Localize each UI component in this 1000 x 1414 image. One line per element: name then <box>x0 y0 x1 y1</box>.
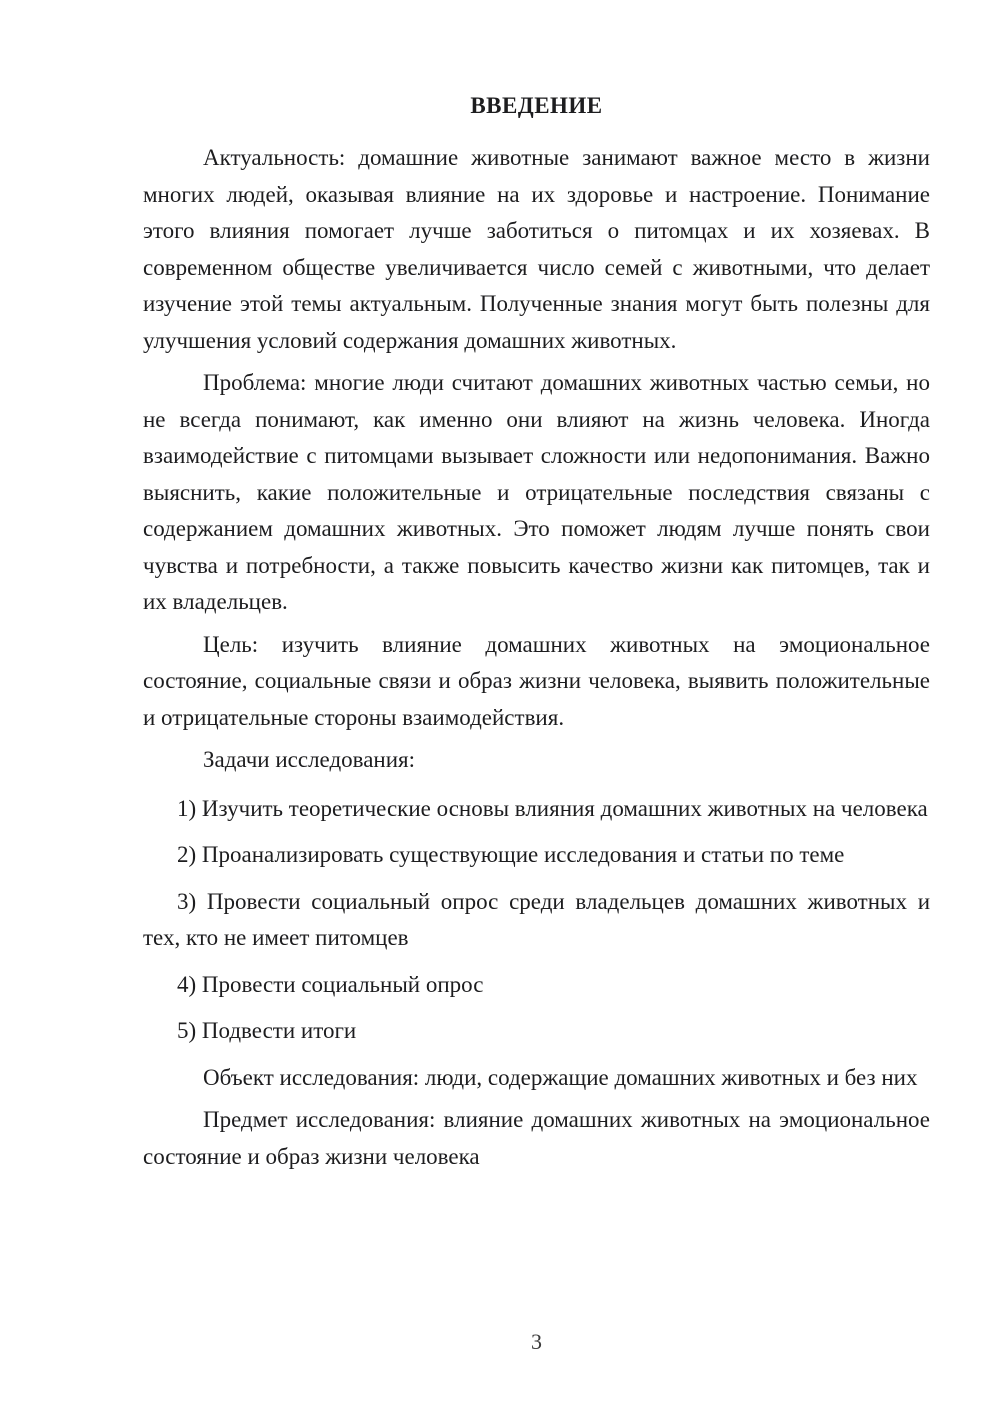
paragraph-research-subject: Предмет исследования: влияние домашних животных на эмоциональное состояние и образ жизни человека <box>143 1107 930 1169</box>
paragraph-goal: Цель: изучить влияние домашних животных на эмоциональное состояние, социальные связи и образ жизни человека, выявить положительные и отрицательные стороны взаимодействия. <box>143 631 930 730</box>
task-item-4: 4) Провести социальный опрос <box>177 971 484 997</box>
paragraph-research-object: Объект исследования: люди, содержащие домашних животных и без них <box>203 1064 918 1090</box>
task-item-5: 5) Подвести итоги <box>177 1018 357 1043</box>
task-item-3: 3) Провести социальный опрос среди владельцев домашних животных и тех, кто не имеет питомцев <box>143 888 930 950</box>
paragraph-relevance: Актуальность: домашние животные занимают важное место в жизни многих людей, оказывая влияние на их здоровье и настроение. Понимание этого влияния помогает лучше заботиться о питомцах и их хозяевах. В современном обществе увеличивается число семей с животными, что делает изучение этой темы актуальным. Полученные знания могут быть полезны для улучшения условий содержания домашних животных. <box>143 145 930 353</box>
tasks-heading: Задачи исследования: <box>203 747 416 772</box>
task-item-1: 1) Изучить теоретические основы влияния домашних животных на человека <box>177 795 928 821</box>
page-title: ВВЕДЕНИЕ <box>470 93 603 118</box>
paragraph-problem: Проблема: многие люди считают домашних животных частью семьи, но не всегда понимают, как именно они влияют на жизнь человека. Иногда взаимодействие с питомцами вызывает сложности или недопонимания. Важно выяснить, какие положительные и отрицательные последствия связаны с содержанием домашних животных. Это поможет людям лучше понять свои чувства и потребности, а также повысить качество жизни как питомцев, так и их владельцев. <box>143 370 930 614</box>
task-item-2: 2) Проанализировать существующие исследования и статьи по теме <box>177 842 845 867</box>
page-number: 3 <box>531 1329 542 1354</box>
